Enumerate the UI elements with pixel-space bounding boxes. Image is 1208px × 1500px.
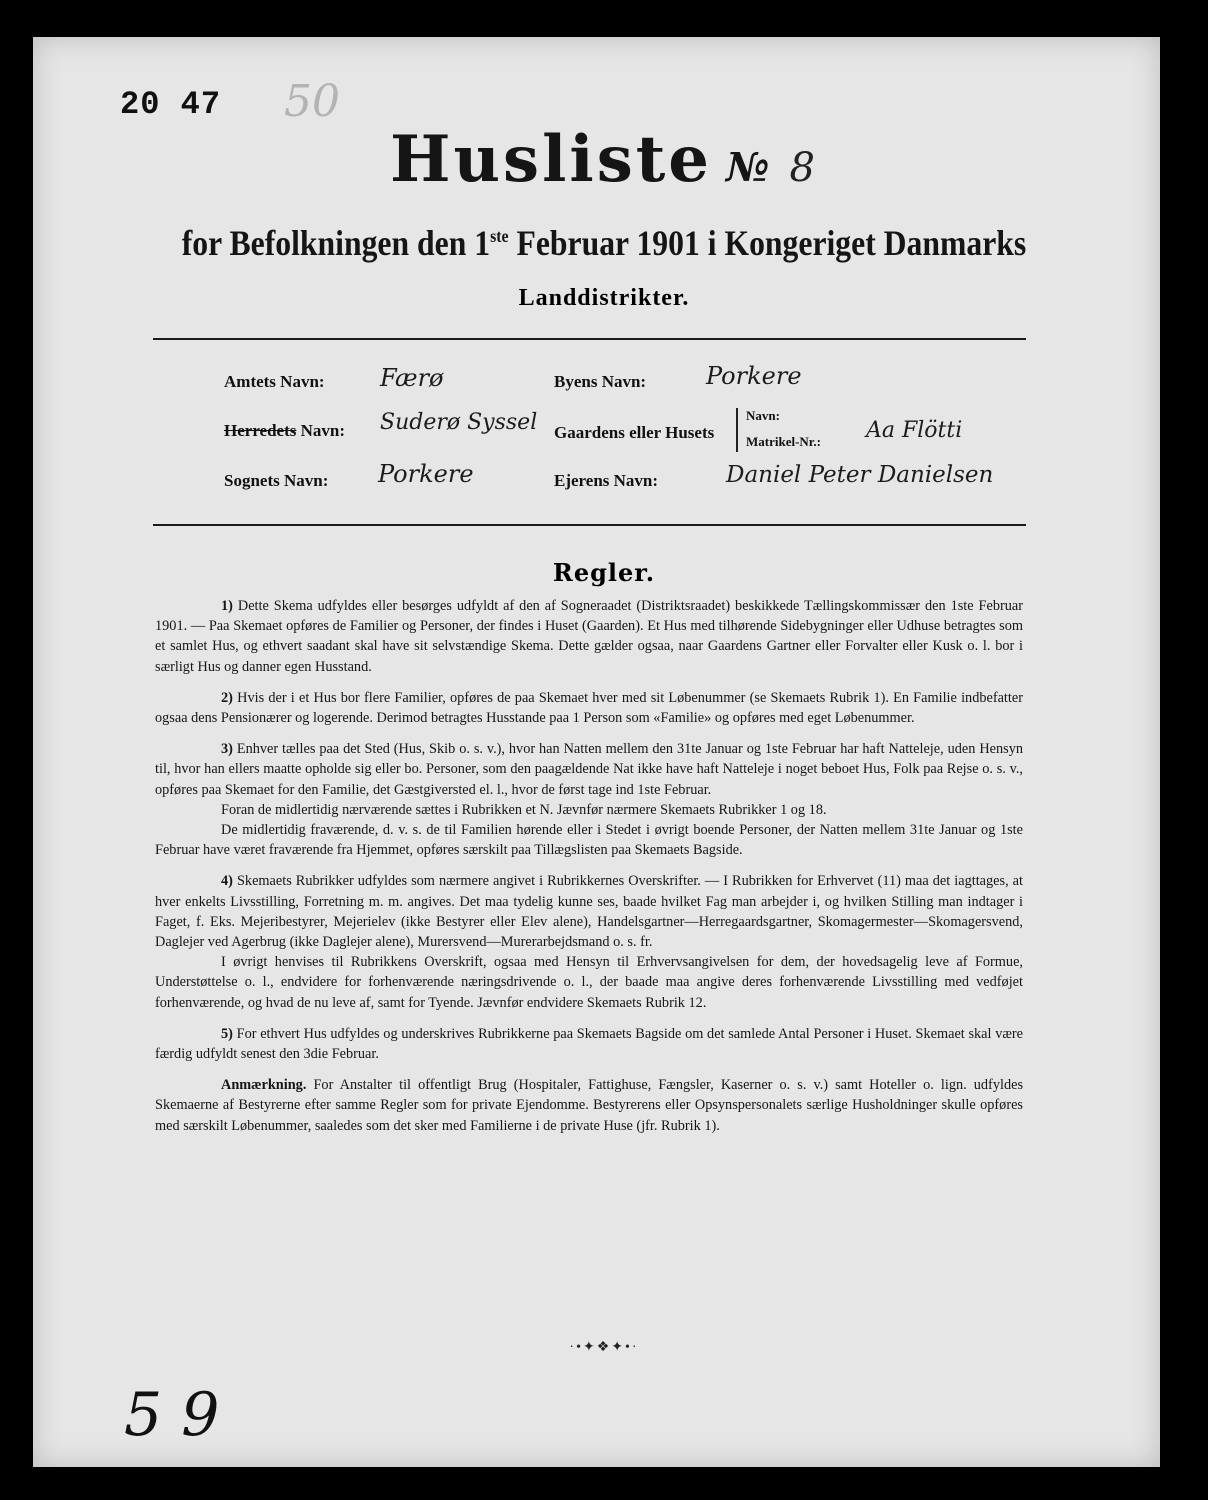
handwritten-number: 50 <box>284 76 340 127</box>
by-value: Porkere <box>706 362 802 390</box>
matrikel-sublabel: Matrikel-Nr.: <box>746 434 821 449</box>
herred-value: Suderø Syssel <box>380 410 538 435</box>
ornament-divider: ·•✦❖✦•· <box>569 1340 639 1355</box>
note-text: For Anstalter til offentligt Brug (Hospitaler, Fattighuse, Fængsler, Kaserner o. s. v.) samt Hoteller o. lign. udfyldes Skemaerne af Bestyrerne efter samme Regler som for private Ejendomme. Bestyrerens eller Opsynspersonalets særlige Husholdninger skulle opføres med særskilt Løbenummer, saaledes som det sker med Familierne i de private Huse (jfr. Rubrik 1). <box>155 1077 1024 1134</box>
rule-1-text: Dette Skema udfyldes eller besørges udfyldt af den af Sogneraadet (Distriktsraadet) beskikkede Tællingskommissær den 1ste Februar 1901. — Paa Skemaet opføres de Familier og Personer, der findes i Huset (Gaarden). Et Hus med tilhørende Sidebygninger eller Udhuse betragtes som et samlet Hus, og ethvert saadant skal have sit selvstændige Skema. Dette gælder ogsaa, naar Gaardens Gartner eller Forvalter eller Kusk o. l. bor i særligt Hus og danner egen Husstand. <box>155 598 1024 675</box>
list-number-value: 8 <box>789 145 818 191</box>
subtitle-sup: ste <box>490 226 509 246</box>
rule-2 <box>155 688 1023 728</box>
rule-4-number: 4) <box>221 873 233 890</box>
title-text: Husliste <box>390 122 713 197</box>
ejer-label: Ejerens Navn: <box>554 471 659 490</box>
herred-label-text: Navn: <box>296 421 346 440</box>
rule-1-number: 1) <box>221 598 233 614</box>
rule-5 <box>155 1024 1023 1064</box>
rule-5-number: 5) <box>221 1025 233 1042</box>
rule-3-number: 3) <box>221 741 233 758</box>
rules-heading: Regler. <box>552 558 656 587</box>
rule-5-text: For ethvert Hus udfyldes og underskrives Rubrikkerne paa Skemaets Bagside om det samlede Antal Personer i Huset. Skemaet skal være færdig udfyldt senest den 3die Februar. <box>155 1025 1023 1063</box>
archive-stamp-number: 20 47 <box>120 86 222 123</box>
rules-body <box>155 596 1023 1147</box>
gaard-label: Gaardens eller Husets <box>554 423 715 442</box>
rule-3-b: Foran de midlertidig nærværende sættes i Rubrikken et N. Jævnfør nærmere Skemaets Rubrikker 1 og 18. <box>221 801 827 818</box>
note-label: Anmærkning. <box>221 1077 307 1094</box>
rule-4 <box>155 871 1023 952</box>
rule-3 <box>155 739 1023 800</box>
number-label: № <box>726 144 770 191</box>
sogn-value: Porkere <box>378 460 474 488</box>
form-title <box>0 122 1208 197</box>
rule-1 <box>155 596 1023 677</box>
amt-value: Færø <box>380 364 444 392</box>
herred-label-struck: Herredets <box>224 421 297 440</box>
herred-label <box>224 421 345 441</box>
note <box>155 1075 1023 1136</box>
rule-3-text: Enhver tælles paa det Sted (Hus, Skib o. s. v.), hvor han Natten mellem den 31te Januar og 1ste Februar har haft Natteleje, uden Hensyn til, hvor han ellers maatte opholde sig eller bo. Personer, som den paagældende Nat ikke have haft Natteleje i noget beboet Hus, Folk paa Rejse o. s. v., opføres paa Skemaet for den Familie, det Gæstgiversted el. l., hvor de først tage ind 1ste Februar. <box>155 741 1023 798</box>
gaard-value: Aa Flötti <box>866 418 963 443</box>
navn-sublabel: Navn: <box>746 408 780 423</box>
ejer-value: Daniel Peter Danielsen <box>726 462 994 488</box>
amt-label: Amtets Navn: <box>224 372 325 391</box>
brace-mark <box>736 408 738 452</box>
subtitle-part-a: for Befolkningen den 1 <box>181 223 491 263</box>
bottom-handwritten-number: 5 9 <box>124 1380 220 1450</box>
rule-4-text: Skemaets Rubrikker udfyldes som nærmere angivet i Rubrikkernes Overskrifter. — I Rubrikken for Erhvervet (11) maa det iagttages, at hver enkelts Livsstilling, Forretning m. m. angives. Det maa tydelig kunne ses, baade hvilket Fag man arbejder i, og hvilken Stilling man indtager i Faget, f. Eks. Mejeribestyrer, Mejerielev (ikke Bestyrer eller Elev alene), Handelsgartner—Herregaardsgartner, Skomagermester—Skomagersvend, Daglejer ved Agerbrug (ikke Daglejer alene), Murersvend—Murerarbejdsmand o. s. fr. <box>155 873 1023 951</box>
by-label: Byens Navn: <box>554 372 647 391</box>
district-heading: Landdistrikter. <box>518 285 690 311</box>
form-subtitle <box>72 222 1135 264</box>
rule-2-number: 2) <box>221 689 233 706</box>
divider-top <box>153 338 1026 340</box>
rule-4-b: I øvrigt henvises til Rubrikkens Overskrift, ogsaa med Hensyn til Erhvervsangivelsen for dem, der hovedsagelig leve af Formue, Understøttelse o. l., endvidere for forhenværende næringsdrivende o. l., der baade maa angive deres forhenværende Livsstilling med vedføjet forhenværende, og hvad de nu leve af, samt for Tyende. Jævnfør endvidere Skemaets Rubrik 12. <box>155 954 1023 1011</box>
rule-3-c: De midlertidig fraværende, d. v. s. de til Familien hørende eller i Stedet i øvrigt boende Personer, der Natten mellem 31te Januar og 1ste Februar have været fraværende fra Hjemmet, opføres særskilt paa Tillægslisten paa Skemaets Bagside. <box>155 822 1023 859</box>
sogn-label: Sognets Navn: <box>224 471 329 490</box>
divider-bottom <box>153 524 1026 526</box>
subtitle-part-b: Februar 1901 i Kongeriget Danmarks <box>508 223 1027 263</box>
rule-2-text: Hvis der i et Hus bor flere Familier, opføres de paa Skemaet hver med sit Løbenummer (se Skemaets Rubrik 1). En Familie indbefatter ogsaa dens Pensionærer og logerende. Derimod betragtes Husstande paa 1 Person som «Familie» og opføres med eget Løbenummer. <box>155 689 1023 727</box>
